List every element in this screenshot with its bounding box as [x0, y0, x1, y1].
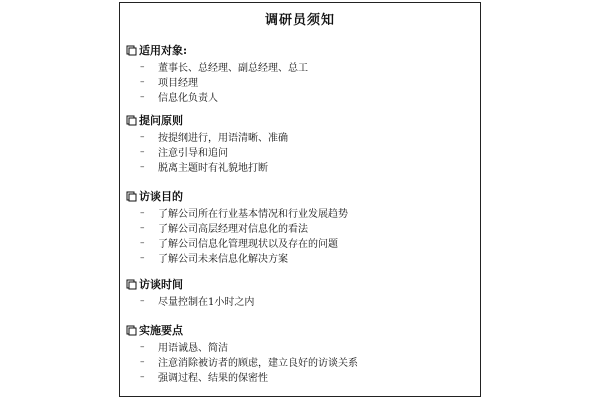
list-item-text: 了解公司所在行业基本情况和行业发展趋势 [158, 209, 348, 220]
dash-bullet: – [140, 76, 145, 87]
list-item-text: 了解公司信息化管理现状以及存在的问题 [158, 239, 338, 250]
document-icon [126, 45, 137, 56]
dash-bullet: – [140, 237, 145, 248]
list-item [126, 339, 474, 354]
list-item-text: 信息化负责人 [158, 93, 218, 104]
list-item-text: 脱离主题时有礼貌地打断 [158, 163, 268, 174]
dash-bullet: – [140, 91, 145, 102]
document-icon [126, 191, 137, 202]
list-item-text: 强调过程、结果的保密性 [158, 373, 268, 384]
section-heading-text: 提问原则 [139, 114, 183, 127]
section-heading [126, 43, 474, 57]
section-heading-text: 访谈目的 [139, 190, 183, 203]
section-heading [126, 323, 474, 337]
document-icon [126, 325, 137, 336]
section-heading [126, 189, 474, 203]
dash-bullet: – [140, 131, 145, 142]
section-implementation-points [126, 323, 474, 384]
section-heading [126, 113, 474, 127]
section-items [126, 205, 474, 265]
list-item-text: 用语诚恳、简洁 [158, 343, 228, 354]
list-item [126, 74, 474, 89]
section-items [126, 129, 474, 174]
list-item [126, 235, 474, 250]
list-item-text: 了解公司高层经理对信息化的看法 [158, 224, 308, 235]
section-items [126, 339, 474, 384]
section-interview-time [126, 277, 474, 308]
section-heading-text: 适用对象: [139, 44, 188, 57]
list-item [126, 250, 474, 265]
list-item [126, 205, 474, 220]
section-items [126, 59, 474, 104]
section-heading [126, 277, 474, 291]
dash-bullet: – [140, 341, 145, 352]
dash-bullet: – [140, 222, 145, 233]
section-questioning-principles [126, 113, 474, 174]
list-item [126, 129, 474, 144]
list-item [126, 220, 474, 235]
dash-bullet: – [140, 161, 145, 172]
section-target-audience [126, 43, 474, 104]
list-item [126, 354, 474, 369]
list-item [126, 293, 474, 308]
dash-bullet: – [140, 252, 145, 263]
list-item-text: 注意引导和追问 [158, 148, 228, 159]
document-icon [126, 279, 137, 290]
dash-bullet: – [140, 371, 145, 382]
document-icon [126, 115, 137, 126]
list-item-text: 董事长、总经理、副总经理、总工 [158, 63, 308, 74]
list-item [126, 369, 474, 384]
list-item-text: 了解公司未来信息化解决方案 [158, 254, 288, 265]
section-heading-text: 实施要点 [139, 324, 183, 337]
dash-bullet: – [140, 146, 145, 157]
list-item-text: 按提纲进行，用语清晰、准确 [158, 133, 288, 144]
section-items [126, 293, 474, 308]
dash-bullet: – [140, 295, 145, 306]
list-item [126, 89, 474, 104]
list-item-text: 项目经理 [158, 78, 198, 89]
dash-bullet: – [140, 207, 145, 218]
list-item [126, 159, 474, 174]
section-heading-text: 访谈时间 [139, 278, 183, 291]
dash-bullet: – [140, 61, 145, 72]
dash-bullet: – [140, 356, 145, 367]
list-item [126, 59, 474, 74]
document-frame [119, 2, 481, 397]
list-item-text: 注意消除被访者的顾虑，建立良好的访谈关系 [158, 358, 358, 369]
section-interview-purpose [126, 189, 474, 265]
document-title: 调研员须知 [264, 13, 335, 28]
list-item-text: 尽量控制在1小时之内 [158, 297, 255, 308]
list-item [126, 144, 474, 159]
